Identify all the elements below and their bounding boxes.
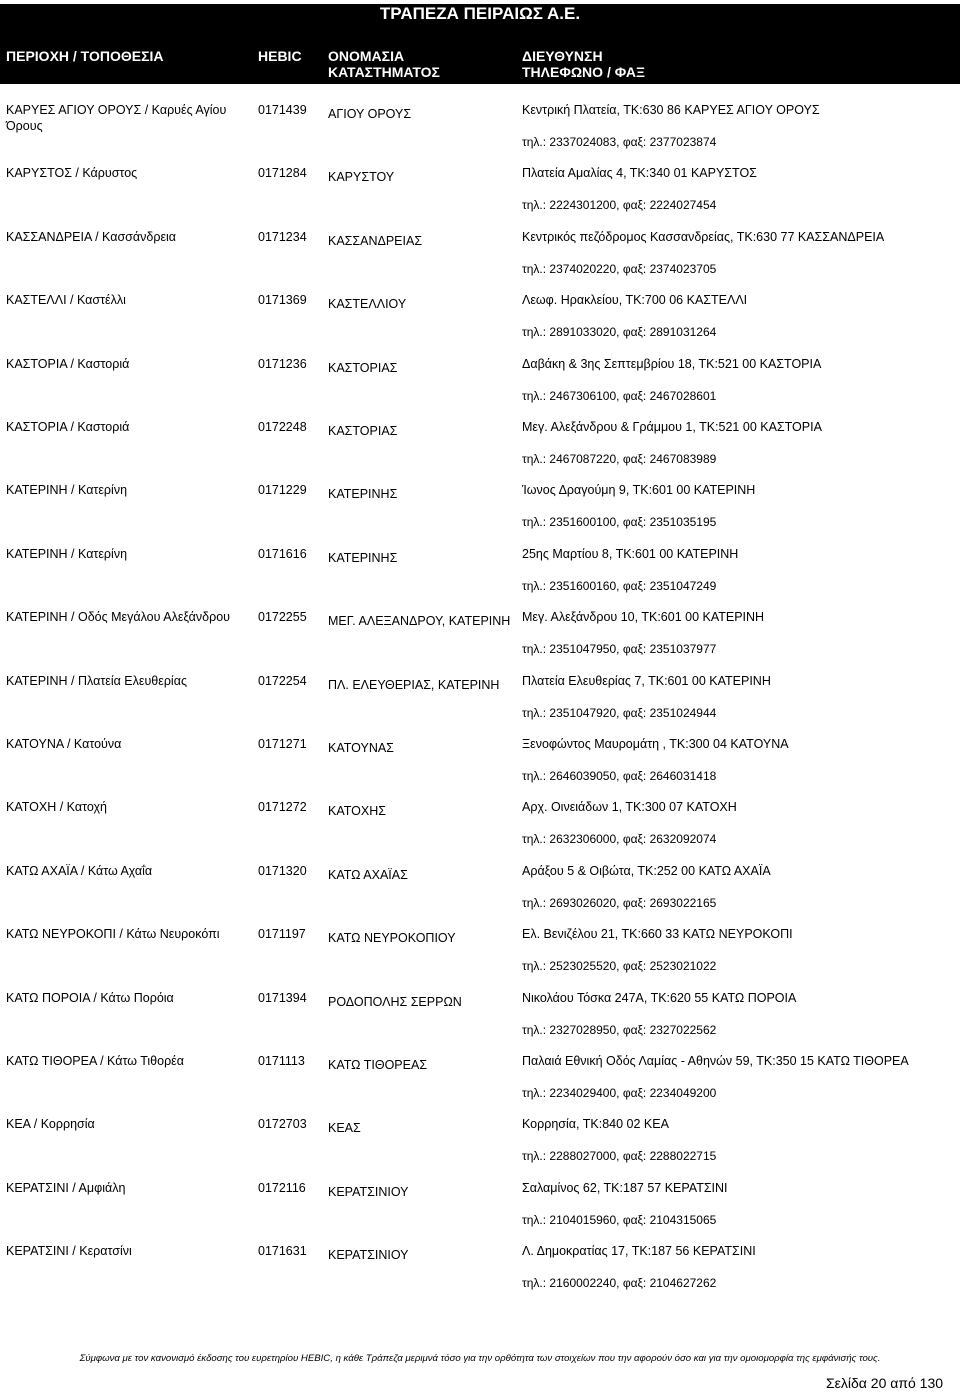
branch-name: ΚΑΤΕΡΙΝΗΣ — [328, 550, 398, 565]
branch-code: 0171394 — [258, 990, 307, 1005]
branch-address: Παλαιά Εθνική Οδός Λαμίας - Αθηνών 59, ΤΚ:350 15 ΚΑΤΩ ΤΙΘΟΡΕΑ — [522, 1054, 909, 1068]
branch-area: ΚΑΣΤΕΛΛΙ / Καστέλλι — [6, 293, 126, 308]
branch-address: 25ης Μαρτίου 8, ΤΚ:601 00 ΚΑΤΕΡΙΝΗ — [522, 546, 739, 561]
branch-area: ΚΑΤΩ ΝΕΥΡΟΚΟΠΙ / Κάτω Νευροκόπι — [6, 927, 220, 942]
branch-phone: τηλ.: 2351600100, φαξ: 2351035195 — [522, 515, 717, 530]
branch-address: Κορρησία, ΤΚ:840 02 ΚΕΑ — [522, 1117, 669, 1132]
table-row — [0, 922, 960, 986]
branch-area: ΚΑΤΕΡΙΝΗ / Πλατεία Ελευθερίας — [6, 673, 187, 688]
branch-code: 0172248 — [258, 420, 307, 434]
branch-name: ΡΟΔΟΠΟΛΗΣ ΣΕΡΡΩΝ — [328, 994, 462, 1009]
branch-address: Πλατεία Αμαλίας 4, ΤΚ:340 01 ΚΑΡΥΣΤΟΣ — [522, 166, 757, 181]
branch-phone: τηλ.: 2891033020, φαξ: 2891031264 — [522, 325, 717, 340]
branch-area: ΚΑΡΥΕΣ ΑΓΙΟΥ ΟΡΟΥΣ / Καρυές Αγίου Όρους — [6, 103, 227, 133]
table-row — [0, 669, 960, 733]
branch-phone: τηλ.: 2234029400, φαξ: 2234049200 — [522, 1086, 717, 1100]
header-name-line2: ΚΑΤΑΣΤΗΜΑΤΟΣ — [328, 64, 440, 80]
branch-code: 0172255 — [258, 610, 307, 625]
branch-area: ΚΑΤΕΡΙΝΗ / Κατερίνη — [6, 546, 128, 561]
branch-code: 0171236 — [258, 356, 307, 371]
table-row — [0, 1176, 960, 1240]
footer-note: Σύμφωνα με τον κανονισμό έκδοσης του ευρετηρίου HEBIC, η κάθε Τράπεζα μεριμνά τόσο για την ορθότητα των στοιχείων που την αφορούν όσο και για την ομοιομορφία της εμφάνισής τους. — [79, 1353, 881, 1364]
branch-address: Δαβάκη & 3ης Σεπτεμβρίου 18, ΤΚ:521 00 ΚΑΣΤΟΡΙΑ — [522, 356, 822, 371]
branch-name: ΑΓΙΟΥ ΟΡΟΥΣ — [328, 107, 412, 121]
branch-phone: τηλ.: 2351047920, φαξ: 2351024944 — [522, 705, 717, 720]
branch-phone: τηλ.: 2632306000, φαξ: 2632092074 — [522, 832, 717, 847]
table-row — [0, 288, 960, 352]
branch-name: ΚΕΡΑΤΣΙΝΙΟΥ — [328, 1248, 409, 1263]
document-title: ΤΡΑΠΕΖΑ ΠΕΙΡΑΙΩΣ Α.Ε. — [0, 4, 960, 24]
branch-area: ΚΑΤΩ ΠΟΡΟΙΑ / Κάτω Πορόια — [6, 990, 174, 1005]
branch-area: ΚΑΡΥΣΤΟΣ / Κάρυστος — [6, 166, 138, 181]
branch-code: 0171271 — [258, 737, 307, 751]
branch-name: ΚΑΤΩ ΑΧΑΪΑΣ — [328, 867, 408, 882]
branch-phone: τηλ.: 2337024083, φαξ: 2377023874 — [522, 135, 717, 149]
table-header — [0, 24, 960, 84]
branch-phone: τηλ.: 2374020220, φαξ: 2374023705 — [522, 261, 717, 276]
branch-name: ΚΕΑΣ — [328, 1121, 361, 1136]
branch-name: ΚΑΤΩ ΤΙΘΟΡΕΑΣ — [328, 1058, 428, 1072]
table-row — [0, 161, 960, 225]
branch-area: ΚΑΤΩ ΑΧΑΪΑ / Κάτω Αχαΐα — [6, 863, 153, 878]
table-row — [0, 98, 960, 162]
table-row — [0, 478, 960, 542]
branch-name: ΚΑΤΕΡΙΝΗΣ — [328, 487, 398, 502]
branch-name: ΚΑΡΥΣΤΟΥ — [328, 170, 395, 185]
branch-code: 0172703 — [258, 1117, 307, 1132]
branch-address: Αράξου 5 & Οιβώτα, ΤΚ:252 00 ΚΑΤΩ ΑΧΑΪΑ — [522, 863, 771, 878]
header-name — [328, 48, 440, 80]
table-row — [0, 732, 960, 796]
branch-address: Σαλαμίνος 62, ΤΚ:187 57 ΚΕΡΑΤΣΙΝΙ — [522, 1180, 728, 1195]
branch-code: 0172116 — [258, 1180, 306, 1195]
branch-area: ΚΑΣΤΟΡΙΑ / Καστοριά — [6, 356, 130, 371]
branch-code: 0171439 — [258, 103, 307, 117]
branch-area: ΚΑΣΤΟΡΙΑ / Καστοριά — [6, 420, 130, 434]
branch-code: 0171272 — [258, 800, 307, 815]
branch-area: ΚΑΤΕΡΙΝΗ / Κατερίνη — [6, 483, 128, 498]
branch-phone: τηλ.: 2693026020, φαξ: 2693022165 — [522, 895, 717, 910]
branch-address: Αρχ. Οινειάδων 1, ΤΚ:300 07 ΚΑΤΟΧΗ — [522, 800, 737, 815]
branch-code: 0172254 — [258, 673, 307, 688]
branch-area: ΚΕΑ / Κορρησία — [6, 1117, 95, 1132]
branch-name: ΚΑΣΤΟΡΙΑΣ — [328, 424, 398, 438]
table-row — [0, 352, 960, 416]
branch-code: 0171113 — [258, 1054, 305, 1068]
header-address-line1: ΔΙΕΥΘΥΝΣΗ — [522, 48, 603, 64]
branch-area: ΚΕΡΑΤΣΙΝΙ / Κερατσίνι — [6, 1244, 132, 1259]
branch-phone: τηλ.: 2351600160, φαξ: 2351047249 — [522, 578, 717, 593]
branch-address: Κεντρικός πεζόδρομος Κασσανδρείας, ΤΚ:630 77 ΚΑΣΣΑΝΔΡΕΙΑ — [522, 229, 885, 244]
branch-area: ΚΑΣΣΑΝΔΡΕΙΑ / Κασσάνδρεια — [6, 229, 177, 244]
table-row — [0, 795, 960, 859]
table-row — [0, 1239, 960, 1303]
table-row — [0, 859, 960, 923]
branch-area: ΚΑΤΩ ΤΙΘΟΡΕΑ / Κάτω Τιθορέα — [6, 1054, 184, 1068]
branch-address: Πλατεία Ελευθερίας 7, ΤΚ:601 00 ΚΑΤΕΡΙΝΗ — [522, 673, 771, 688]
table-row — [0, 605, 960, 669]
branch-area: ΚΕΡΑΤΣΙΝΙ / Αμφιάλη — [6, 1180, 126, 1195]
branch-phone: τηλ.: 2327028950, φαξ: 2327022562 — [522, 1022, 717, 1037]
branch-address: Νικολάου Τόσκα 247Α, ΤΚ:620 55 ΚΑΤΩ ΠΟΡΟΙΑ — [522, 990, 797, 1005]
branch-code: 0171369 — [258, 293, 307, 308]
branch-phone: τηλ.: 2467306100, φαξ: 2467028601 — [522, 388, 717, 403]
table-row — [0, 1049, 960, 1113]
header-name-line1: ΟΝΟΜΑΣΙΑ — [328, 48, 405, 64]
branch-area: ΚΑΤΟΥΝΑ / Κατούνα — [6, 737, 122, 751]
branch-code: 0171320 — [258, 863, 307, 878]
branch-phone: τηλ.: 2104015960, φαξ: 2104315065 — [522, 1212, 717, 1227]
branch-phone: τηλ.: 2224301200, φαξ: 2224027454 — [522, 198, 717, 213]
branch-code: 0171229 — [258, 483, 307, 498]
branch-name: ΚΕΡΑΤΣΙΝΙΟΥ — [328, 1184, 409, 1199]
branch-address: Ξενοφώντος Μαυρομάτη , ΤΚ:300 04 ΚΑΤΟΥΝΑ — [522, 737, 789, 751]
branch-name: ΚΑΤΩ ΝΕΥΡΟΚΟΠΙΟΥ — [328, 931, 456, 946]
branch-phone: τηλ.: 2646039050, φαξ: 2646031418 — [522, 769, 717, 783]
branch-phone: τηλ.: 2288027000, φαξ: 2288022715 — [522, 1149, 717, 1164]
header-area: ΠΕΡΙΟΧΗ / ΤΟΠΟΘΕΣΙΑ — [6, 48, 164, 64]
branch-name: ΜΕΓ. ΑΛΕΞΑΝΔΡΟΥ, ΚΑΤΕΡΙΝΗ — [328, 614, 511, 629]
branch-name: ΚΑΣΤΟΡΙΑΣ — [328, 360, 398, 375]
branch-code: 0171616 — [258, 546, 307, 561]
branch-name: ΚΑΤΟΥΝΑΣ — [328, 741, 394, 755]
branch-address: Λ. Δημοκρατίας 17, ΤΚ:187 56 ΚΕΡΑΤΣΙΝΙ — [522, 1244, 756, 1259]
table-row — [0, 225, 960, 289]
branch-phone: τηλ.: 2160002240, φαξ: 2104627262 — [522, 1276, 717, 1291]
branch-code: 0171631 — [258, 1244, 307, 1259]
header-address-line2: ΤΗΛΕΦΩΝΟ / ΦΑΞ — [522, 64, 645, 80]
branch-name: ΚΑΤΟΧΗΣ — [328, 804, 386, 819]
page-number: Σελίδα 20 από 130 — [826, 1375, 944, 1391]
table-row — [0, 986, 960, 1050]
branch-area: ΚΑΤΕΡΙΝΗ / Οδός Μεγάλου Αλεξάνδρου — [6, 610, 230, 625]
branch-address: Μεγ. Αλεξάνδρου 10, ΤΚ:601 00 ΚΑΤΕΡΙΝΗ — [522, 610, 765, 625]
table-row — [0, 542, 960, 606]
branch-code: 0171284 — [258, 166, 307, 181]
branch-code: 0171234 — [258, 229, 307, 244]
branch-phone: τηλ.: 2351047950, φαξ: 2351037977 — [522, 642, 717, 657]
branch-name: ΠΛ. ΕΛΕΥΘΕΡΙΑΣ, ΚΑΤΕΡΙΝΗ — [328, 677, 500, 692]
table-row — [0, 1112, 960, 1176]
branch-address: Ελ. Βενιζέλου 21, ΤΚ:660 33 ΚΑΤΩ ΝΕΥΡΟΚΟΠΙ — [522, 927, 793, 942]
branch-code: 0171197 — [258, 927, 306, 942]
branch-address: Λεωφ. Ηρακλείου, ΤΚ:700 06 ΚΑΣΤΕΛΛΙ — [522, 293, 748, 308]
branch-phone: τηλ.: 2523025520, φαξ: 2523021022 — [522, 959, 717, 974]
branch-name: ΚΑΣΤΕΛΛΙΟΥ — [328, 297, 407, 312]
header-address — [522, 48, 645, 80]
branch-area: ΚΑΤΟΧΗ / Κατοχή — [6, 800, 107, 815]
branch-name: ΚΑΣΣΑΝΔΡΕΙΑΣ — [328, 233, 423, 248]
branch-address: Κεντρική Πλατεία, ΤΚ:630 86 ΚΑΡΥΕΣ ΑΓΙΟΥ ΟΡΟΥΣ — [522, 103, 820, 117]
branch-phone: τηλ.: 2467087220, φαξ: 2467083989 — [522, 452, 717, 466]
table-row — [0, 415, 960, 479]
branch-address: Μεγ. Αλεξάνδρου & Γράμμου 1, ΤΚ:521 00 ΚΑΣΤΟΡΙΑ — [522, 420, 822, 434]
header-code: HEBIC — [258, 48, 302, 64]
branch-address: Ίωνος Δραγούμη 9, ΤΚ:601 00 ΚΑΤΕΡΙΝΗ — [522, 483, 756, 498]
